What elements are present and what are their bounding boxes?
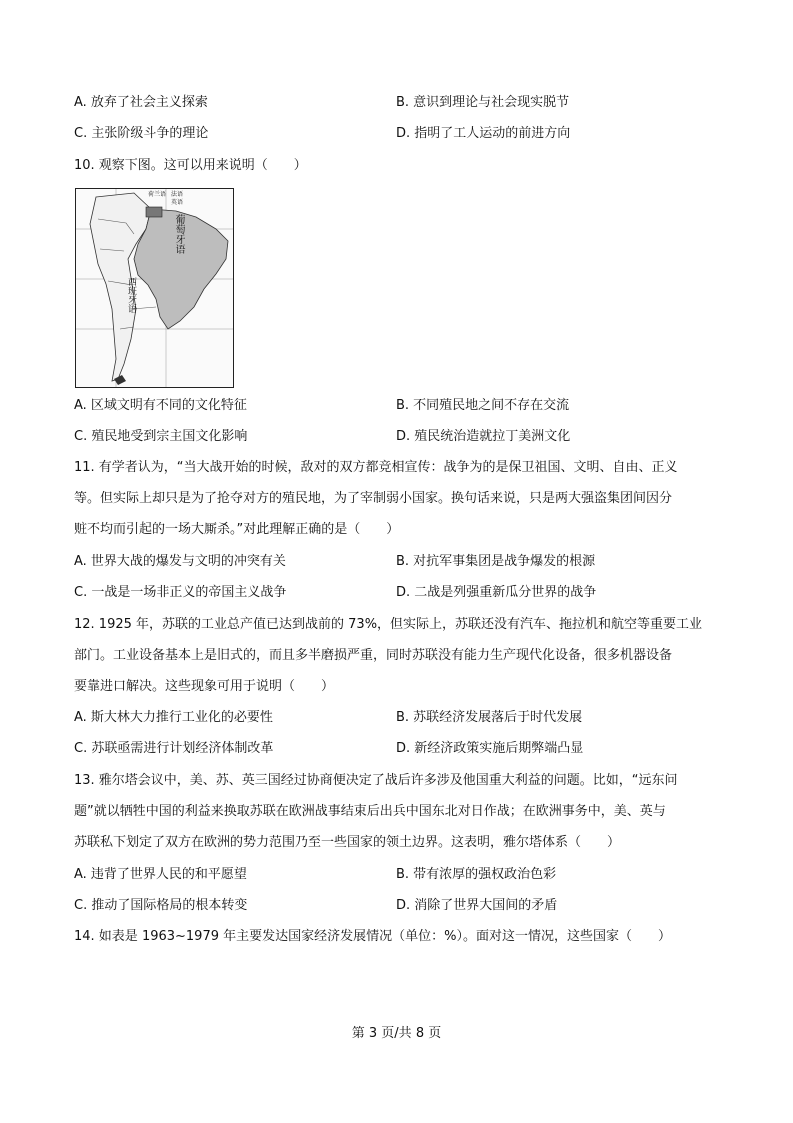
map-label-portuguese: 葡萄牙语: [173, 214, 184, 254]
q10-option-b: B. 不同殖民地之间不存在交流: [396, 398, 570, 413]
q11-line-1: 11. 有学者认为，“当大战开始的时候，敌对的双方都竞相宣传：战争为的是保卫祖国、文明、自由、正义: [74, 460, 678, 475]
q12-line-1: 12. 1925 年，苏联的工业总产值已达到战前的 73%，但实际上，苏联还没有汽车、拖拉机和航空等重要工业: [74, 617, 703, 632]
q9-option-a: A. 放弃了社会主义探索: [74, 95, 208, 110]
q10-option-a: A. 区域文明有不同的文化特征: [74, 398, 247, 413]
south-america-language-map: [75, 188, 234, 388]
q13-line-2: 题”就以牺牲中国的利益来换取苏联在欧洲战事结束后出兵中国东北对日作战；在欧洲事务中，美、英与: [74, 804, 666, 819]
q13-option-a: A. 违背了世界人民的和平愿望: [74, 867, 247, 882]
q9-option-d: D. 指明了工人运动的前进方向: [396, 126, 571, 141]
q13-option-d: D. 消除了世界大国间的矛盾: [396, 898, 558, 913]
q9-option-b: B. 意识到理论与社会现实脱节: [396, 95, 570, 110]
q11-line-3: 赃不均而引起的一场大厮杀。”对此理解正确的是（ ）: [74, 522, 400, 537]
q9-option-c: C. 主张阶级斗争的理论: [74, 126, 209, 141]
q10-option-d: D. 殖民统治造就拉丁美洲文化: [396, 429, 571, 444]
map-figure: [76, 189, 233, 387]
q11-option-a: A. 世界大战的爆发与文明的冲突有关: [74, 554, 286, 569]
q11-option-b: B. 对抗军事集团是战争爆发的根源: [396, 554, 596, 569]
q13-option-b: B. 带有浓厚的强权政治色彩: [396, 867, 557, 882]
page-footer: 第 3 页/共 8 页: [351, 1026, 442, 1041]
q10-stem: 10. 观察下图。这可以用来说明（ ）: [74, 158, 307, 173]
q13-line-3: 苏联私下划定了双方在欧洲的势力范围乃至一些国家的领土边界。这表明，雅尔塔体系（ ）: [74, 835, 621, 850]
q14-stem: 14. 如表是 1963~1979 年主要发达国家经济发展情况（单位：%）。面对这一情况，这些国家（ ）: [74, 929, 671, 944]
q10-option-c: C. 殖民地受到宗主国文化影响: [74, 429, 248, 444]
map-label-small-3: 英语: [171, 199, 184, 206]
q12-line-3: 要靠进口解决。这些现象可用于说明（ ）: [74, 679, 335, 694]
q12-option-d: D. 新经济政策实施后期弊端凸显: [396, 741, 584, 756]
q12-option-c: C. 苏联亟需进行计划经济体制改革: [74, 741, 274, 756]
map-label-small-1: 荷兰语: [148, 191, 167, 198]
q13-option-c: C. 推动了国际格局的根本转变: [74, 898, 248, 913]
q11-option-c: C. 一战是一场非正义的帝国主义战争: [74, 585, 287, 600]
q12-option-a: A. 斯大林大力推行工业化的必要性: [74, 710, 273, 725]
map-label-spanish: 西班牙语: [126, 277, 136, 313]
q12-line-2: 部门。工业设备基本上是旧式的，而且多半磨损严重，同时苏联没有能力生产现代化设备，很多机器设备: [74, 648, 673, 663]
q13-line-1: 13. 雅尔塔会议中，美、苏、英三国经过协商便决定了战后许多涉及他国重大利益的问题。比如，“远东问: [74, 773, 678, 788]
q11-line-2: 等。但实际上却只是为了抢夺对方的殖民地，为了宰制弱小国家。换句话来说，只是两大强盗集团间因分: [74, 491, 673, 506]
q12-option-b: B. 苏联经济发展落后于时代发展: [396, 710, 583, 725]
map-label-small-2: 法语: [171, 191, 184, 198]
q11-option-d: D. 二战是列强重新瓜分世界的战争: [396, 585, 597, 600]
